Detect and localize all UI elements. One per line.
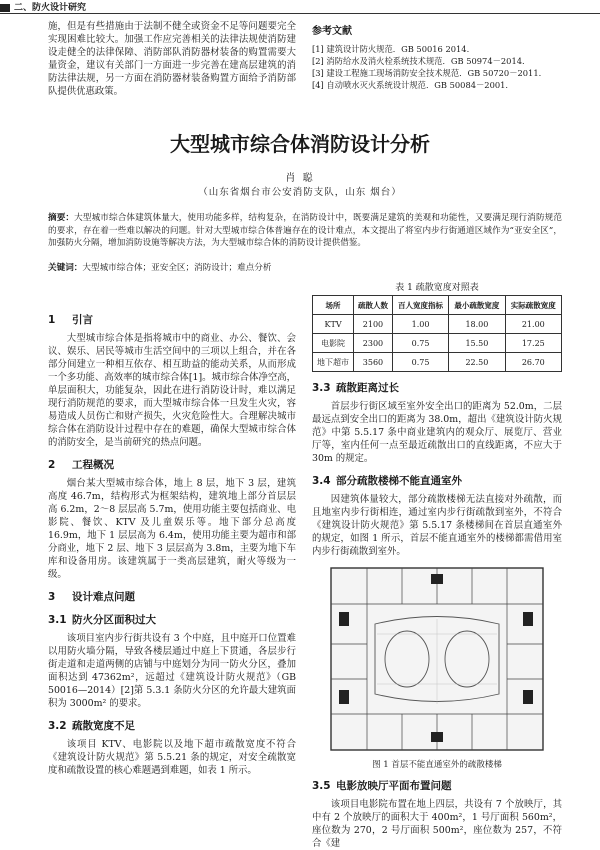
abstract-label: 摘要： [48,213,75,223]
floor-plan-drawing [327,564,547,754]
section-title: 引言 [72,314,93,326]
section-body: 首层步行街区域至室外安全出口的距离为 52.0m，二层最远点到安全出口的距离为 38.0m，超出《建筑设计防火规范》中第 5.5.17 条中商业建筑内的观众厅、展览厅、营业厅等，室内任何一点至最近疏散出口的直线距离，不应大于 30m 的规定。 [312,401,562,464]
subsection-title: 电影放映厅平面布置问题 [336,780,452,792]
left-column [48,304,296,777]
section-number: 3 [48,591,56,603]
subsection-title: 部分疏散楼梯不能直通室外 [336,475,462,487]
author: 肖 聪 [285,173,315,184]
section-title: 设计难点问题 [72,591,135,603]
references [312,22,560,91]
running-head-text: 二、防火设计研究 [14,3,87,13]
section-heading [48,457,296,472]
table-header-cell: 场所 [313,296,354,315]
table-cell: 地下超市 [313,353,354,372]
running-head-marker [0,4,10,12]
table-cell: 3560 [354,353,393,372]
table-row [313,334,562,353]
section-body: 烟台某大型城市综合体，地上 8 层，地下 3 层，建筑高度 46.7m，结构形式为框架结构，建筑地上部分首层层高 6.2m，2～8 层层高 5.7m，使用功能主要包括商业、电影院、餐饮、KTV 及儿童娱乐等。地下部分总高度 16.9m，地下 1 层层高为 6.4m，使用功能主要为超市和部分商业，地下 2 层、地下 3 层层高为 3.8m，主要为地下车库和设备用房。该建筑属于一类高层建筑，耐火等级为一级。 [48,478,296,580]
section-body: 大型城市综合体是指将城市中的商业、办公、餐饮、会议、娱乐、居民等城市生活空间中的三项以上组合，并在各部分间建立一种相互依存、相互助益的能动关系，从而形成一个多功能、高效率的城市综合体[1]。城市综合体净空高，单层面积大，功能复杂，因此在进行消防设计时，难以满足现行消防规范的要求，而大型城市综合体一旦发生火灾，容易造成人员伤亡和财产损失，火灾危险性大。合理解决城市综合体在消防设计过程中存在的难题，确保大型城市综合体的消防安全，是当前研究的热点问题。 [48,333,296,448]
table-cell: 21.00 [505,315,561,334]
reference-item: [2] 消防给水及消火栓系统技术规范．GB 50974－2014. [312,56,525,66]
table-cell: 22.50 [449,353,505,372]
subsection-title: 疏散宽度不足 [72,720,135,732]
subsection-title: 防火分区面积过大 [72,614,156,626]
right-column [312,280,562,850]
affiliation: （山东省烟台市公安消防支队，山东 烟台） [198,187,402,198]
table-cell: 1.00 [392,315,448,334]
reference-item: [3] 建设工程施工现场消防安全技术规范．GB 50720－2011. [312,68,542,78]
table-cell: 电影院 [313,334,354,353]
subsection-number: 3.5 [312,780,331,792]
subsection-heading [312,380,562,395]
section-body: 该项目室内步行街共设有 3 个中庭，且中庭开口位置难以用防火墙分隔，导致各楼层通过中庭上下贯通，各层步行街走道和走道两侧的店铺与中庭划分为同一防火分区，叠加面积达到 47362m²，远超过《建筑设计防火规范》（GB 50016—2014）[2]第 5.3.1 条防火分区的允许最大建筑面积为 3000m² 的要求。 [48,633,296,709]
previous-article-tail: 施，但是有些措施由于法制不健全或资金不足等问题要完全实现困难比较大。加强工作应完善相关的法律法规使消防建设走健全的法律保障、消防部队消防器材装备的购置需要大量资金，建议有关部门一方面进一步完善在建高层建筑的消防法律法规，另一方面在消防器材装备购置方面给予消防部队提供优惠政策。 [48,21,296,97]
section-body: 该项目电影院布置在地上四层，共设有 7 个放映厅，其中有 2 个放映厅的面积大于 400m²，1 号厅面积 560m²，座位数为 270，2 号厅面积 500m²，座位数为 257，不符合《建 [312,799,562,849]
table-cell: 17.25 [505,334,561,353]
section-heading [48,589,296,604]
subsection-number: 3.3 [312,382,331,394]
table-cell: 26.70 [505,353,561,372]
table-header-cell: 最小疏散宽度 [449,296,505,315]
table-cell: 18.00 [449,315,505,334]
table-cell: 0.75 [392,353,448,372]
reference-item: [4] 自动喷水灭火系统设计规范．GB 50084－2001. [312,80,509,90]
article-title: 大型城市综合体消防设计分析 [170,132,430,156]
running-head [0,0,600,14]
table-cell: 15.50 [449,334,505,353]
table-header-cell: 疏散人数 [354,296,393,315]
keywords-text: 大型城市综合体；亚安全区；消防设计；难点分析 [82,263,272,273]
section-number: 2 [48,459,56,471]
section-body: 该项目 KTV、电影院以及地下超市疏散宽度不符合《建筑设计防火规范》第 5.5.21 条的规定，对安全疏散宽度和疏散设置的核心难题遇到难题，如表 1 所示。 [48,739,296,776]
references-list [312,43,560,91]
subsection-heading [312,473,562,488]
abstract-text: 大型城市综合体建筑体量大，使用功能多样，结构复杂，在消防设计中，既要满足建筑的美观和功能性，又要满足现行消防规范的要求，存在着一些难以解决的问题。针对大型城市综合体普遍存在的设计难点，本文提出了将室内步行街通道区域作为“亚安全区”，加强防火分隔，增加消防设施等解决方法，为大型城市综合体的消防设计提供借鉴。 [48,213,562,248]
subsection-title: 疏散距离过长 [336,382,399,394]
section-number: 1 [48,314,56,326]
table-cell: KTV [313,315,354,334]
keywords [48,262,562,275]
references-heading: 参考文献 [312,26,352,37]
subsection-number: 3.4 [312,475,331,487]
section-title: 工程概况 [72,459,114,471]
table-cell: 2300 [354,334,393,353]
subsection-number: 3.1 [48,614,67,626]
figure-caption: 图 1 首层不能直通室外的疏散楼梯 [372,760,502,770]
subsection-heading [48,718,296,733]
section-heading [48,312,296,327]
table-header-row [313,296,562,315]
table-header-cell: 实际疏散宽度 [505,296,561,315]
subsection-number: 3.2 [48,720,67,732]
table-row [313,315,562,334]
section-body: 因建筑体量较大，部分疏散楼梯无法直接对外疏散，而且地室内步行街相连，通过室内步行街疏散到室外，不符合《建筑设计防火规范》第 5.5.17 条楼梯间在首层直通室外的规定，如图 1 所示，首层不能直通室外的楼梯都需借用室内步行街疏散到室外。 [312,494,562,557]
keywords-label: 关键词： [48,263,83,273]
subsection-heading [48,612,296,627]
table-row [313,353,562,372]
subsection-heading [312,778,562,793]
table-caption: 表 1 疏散宽度对照表 [395,283,479,293]
table-header-cell: 百人宽度指标 [392,296,448,315]
table-cell: 2100 [354,315,393,334]
reference-item: [1] 建筑设计防火规范．GB 50016 2014. [312,44,470,54]
running-head-rule [0,13,600,14]
floor-plan-figure [327,564,547,754]
abstract [48,212,562,250]
evacuation-width-table [312,295,562,372]
table-cell: 0.75 [392,334,448,353]
